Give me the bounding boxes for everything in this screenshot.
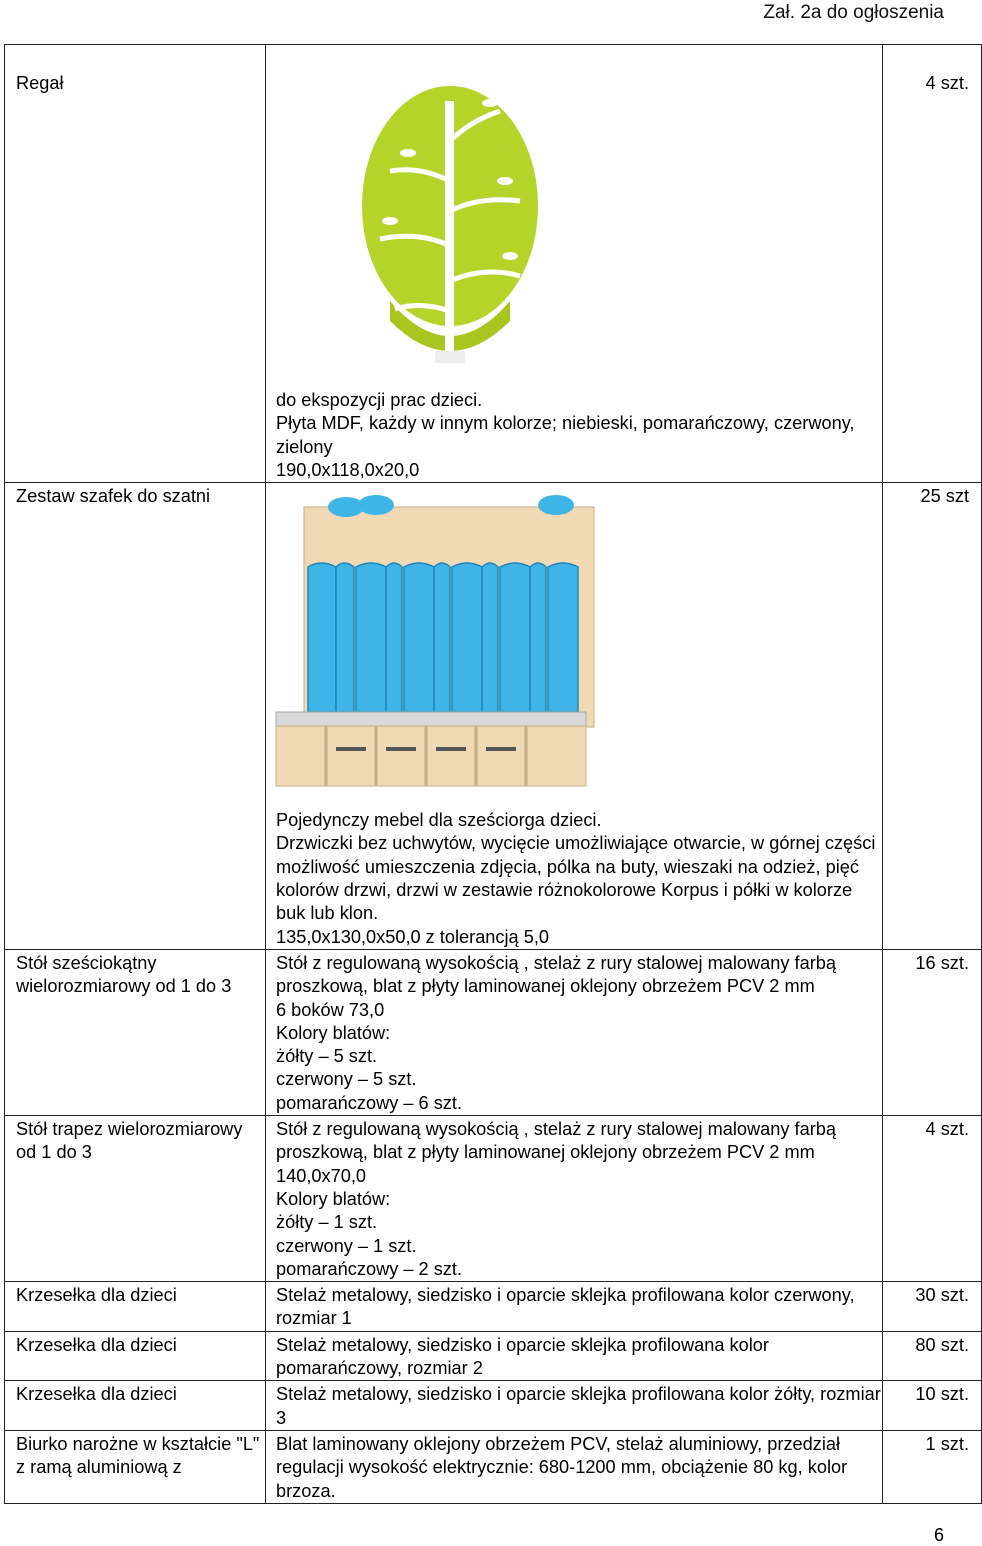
product-quantity: 16 szt. [883,949,982,1115]
product-quantity: 80 szt. [883,1331,982,1381]
product-name: Stół sześciokątny wielorozmiarowy od 1 do 3 [5,949,266,1115]
product-description: Stelaż metalowy, siedzisko i oparcie sklejka profilowana kolor żółty, rozmiar 3 [266,1381,883,1431]
table-row [5,483,982,950]
tree-shelf-image [350,81,550,371]
product-name: Krzesełka dla dzieci [5,1381,266,1431]
product-quantity: 4 szt. [883,45,982,483]
lockers-image [276,487,602,805]
product-quantity: 1 szt. [883,1430,982,1503]
product-description-cell [266,45,883,483]
product-description: Stół z regulowaną wysokością , stelaż z rury stalowej malowany farbą proszkową, blat z płyty laminowanej oklejony obrzeżem PCV 2 mm 6 boków 73,0 Kolory blatów: żółty – 5 szt. czerwony – 5 szt. pomarańczowy – 6 szt. [266,949,883,1115]
product-description: do ekspozycji prac dzieci. Płyta MDF, każdy w innym kolorze; niebieski, pomarańczowy, czerwony, zielony 190,0x118,0x20,0 [276,390,855,480]
product-description: Stelaż metalowy, siedzisko i oparcie sklejka profilowana kolor pomarańczowy, rozmiar 2 [266,1331,883,1381]
products-table [4,44,982,1504]
table-row [5,1116,982,1282]
page-number: 6 [933,1525,944,1545]
product-quantity: 4 szt. [883,1116,982,1282]
product-description: Blat laminowany oklejony obrzeżem PCV, stelaż aluminiowy, przedział regulacji wysokość elektrycznie: 680-1200 mm, obciążenie 80 kg, kolor brzoza. [266,1430,883,1503]
product-description: Pojedynczy mebel dla sześciorga dzieci. Drzwiczki bez uchwytów, wycięcie umożliwiające otwarcie, w górnej części możliwość umieszczenia zdjęcia, pólka na buty, wieszaki na odzież, pięć kolorów drzwi, drzwi w zestawie różnokolorowe Korpus i półki w kolorze buk lub klon. 135,0x130,0x50,0 z tolerancją 5,0 [276,810,876,947]
table-row [5,1282,982,1332]
table-row [5,1381,982,1431]
table-row [5,1430,982,1503]
product-name: Biurko narożne w kształcie "L" z ramą aluminiową z [5,1430,266,1503]
product-quantity: 25 szt [883,483,982,950]
product-quantity: 10 szt. [883,1381,982,1431]
product-quantity: 30 szt. [883,1282,982,1332]
product-description: Stół z regulowaną wysokością , stelaż z rury stalowej malowany farbą proszkową, blat z płyty laminowanej oklejony obrzeżem PCV 2 mm 140,0x70,0 Kolory blatów: żółty – 1 szt. czerwony – 1 szt. pomarańczowy – 2 szt. [266,1116,883,1282]
table-row [5,45,982,483]
product-description: Stelaż metalowy, siedzisko i oparcie sklejka profilowana kolor czerwony, rozmiar 1 [266,1282,883,1332]
product-name: Regał [5,45,266,483]
product-name: Zestaw szafek do szatni [5,483,266,950]
page-header: Zał. 2a do ogłoszenia [763,2,944,23]
table-row [5,1331,982,1381]
product-name: Krzesełka dla dzieci [5,1331,266,1381]
table-row [5,949,982,1115]
product-name: Krzesełka dla dzieci [5,1282,266,1332]
product-description-cell [266,483,883,950]
product-name: Stół trapez wielorozmiarowy od 1 do 3 [5,1116,266,1282]
